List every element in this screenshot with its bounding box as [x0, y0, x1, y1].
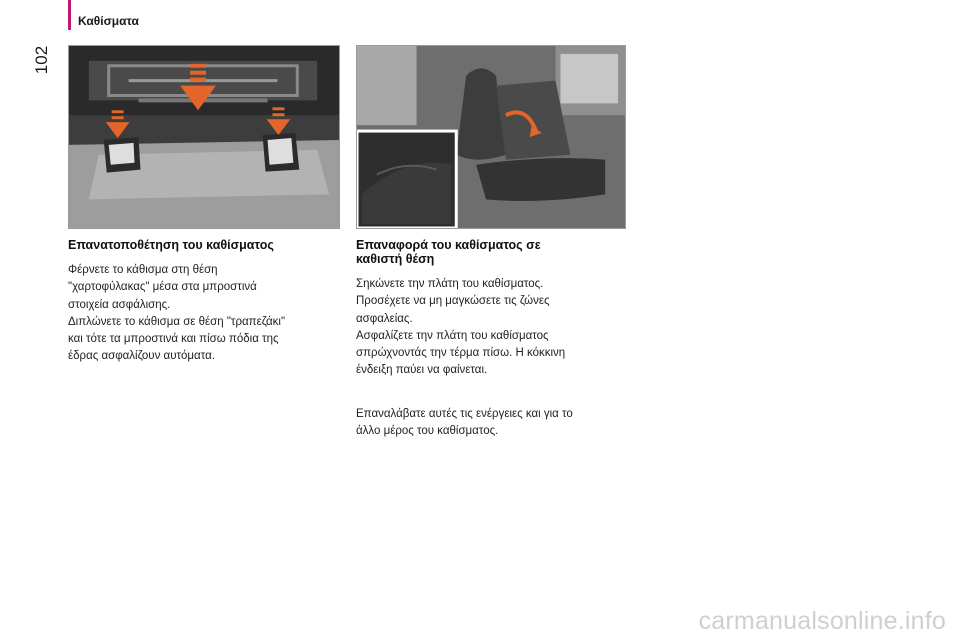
right-line-1: Σηκώνετε την πλάτη του καθίσματος. — [356, 278, 544, 290]
rear-seat-illustration — [357, 46, 625, 228]
left-line-5: και τότε τα μπροστινά και πίσω πόδια της — [68, 333, 279, 346]
watermark: carmanualsonline.info — [698, 607, 946, 635]
left-line-4: Διπλώνετε το κάθισμα σε θέση "τραπεζάκι" — [68, 315, 286, 328]
right-line-2: Προσέχετε να μη μαγκώσετε τις ζώνες — [356, 295, 550, 308]
right-line-7: Επαναλάβατε αυτές τις ενέργειες και για το — [356, 407, 573, 420]
section-accent-bar — [68, 0, 71, 30]
left-heading: Επανατοποθέτηση του καθίσματος — [68, 238, 274, 252]
right-heading-line-1: Επαναφορά του καθίσματος σε — [356, 238, 541, 252]
right-line-4: Ασφαλίζετε την πλάτη του καθίσματος — [356, 329, 549, 342]
right-line-8: άλλο μέρος του καθίσματος. — [356, 425, 499, 438]
paragraph-gap — [356, 380, 628, 406]
left-line-1: Φέρνετε το κάθισμα στη θέση — [68, 264, 218, 276]
right-column — [356, 238, 628, 440]
right-heading — [356, 238, 628, 266]
seat-anchor-illustration — [69, 46, 339, 228]
right-line-3: ασφαλείας. — [356, 312, 413, 325]
seat-anchor-photo — [68, 45, 340, 229]
left-column — [68, 238, 340, 366]
section-title: Καθίσματα — [78, 14, 139, 28]
page-number: 102 — [32, 45, 51, 75]
rear-seat-photo — [356, 45, 626, 229]
right-line-6: ένδειξη παύει να φαίνεται. — [356, 364, 488, 377]
left-line-3: στοιχεία ασφάλισης. — [68, 298, 171, 311]
right-line-5: σπρώχνοντάς την τέρμα πίσω. Η κόκκινη — [356, 347, 566, 360]
left-line-6: έδρας ασφαλίζουν αυτόματα. — [68, 350, 215, 363]
left-line-2: "χαρτοφύλακας" μέσα στα μπροστινά — [68, 281, 257, 294]
right-heading-line-2: καθιστή θέση — [356, 252, 435, 266]
